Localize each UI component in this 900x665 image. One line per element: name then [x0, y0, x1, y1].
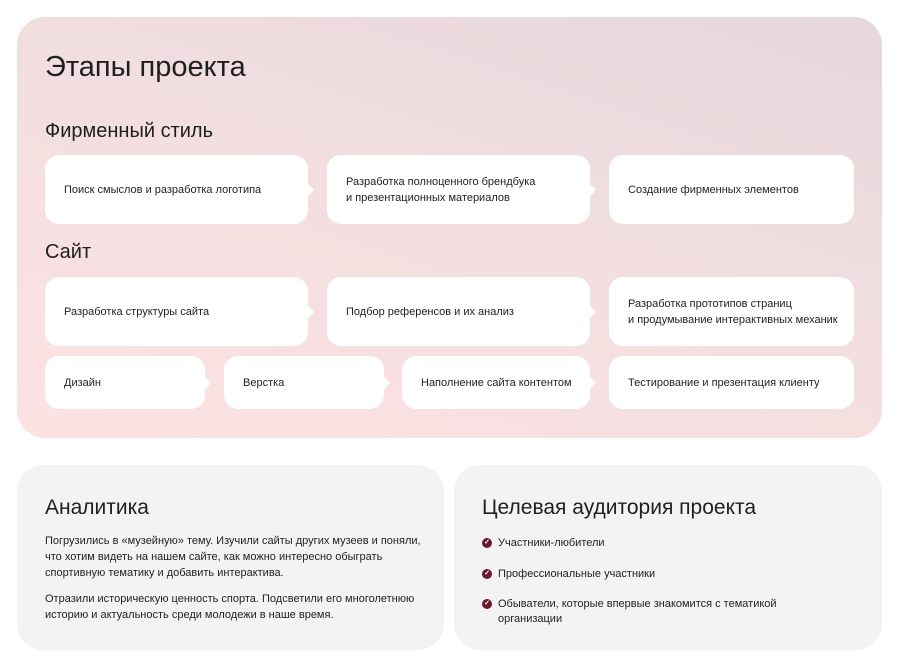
audience-item: [482, 536, 605, 551]
stages-title: Этапы проекта: [45, 51, 246, 83]
audience-item-text: Обыватели, которые впервые знакомится с тематикой организации: [498, 598, 777, 625]
site-stage-text: Подбор референсов и их анализ: [346, 305, 514, 318]
arrow-tail-icon: [589, 183, 596, 197]
brand-stage-text: Поиск смыслов и разработка логотипа: [64, 183, 262, 196]
target-audience-panel: [454, 465, 882, 650]
site-stage-text: Тестирование и презентация клиенту: [628, 376, 820, 389]
audience-item: [482, 597, 777, 627]
arrow-tail-icon: [589, 305, 596, 319]
site-stage-card: [609, 277, 854, 346]
site-stage-text: Разработка структуры сайта: [64, 305, 210, 318]
audience-item: [482, 567, 655, 582]
check-circle-icon: ✓: [482, 599, 492, 609]
site-stage-text: Верстка: [243, 376, 285, 389]
analytics-paragraph: Отразили историческую ценность спорта. Подсветили его многолетнюю историю и актуальность среди молодежи в наше время.: [45, 593, 415, 621]
arrow-tail-icon: [307, 305, 314, 319]
check-circle-icon: ✓: [482, 538, 492, 548]
brand-stage-card: [45, 155, 308, 224]
site-stage-card: [45, 356, 205, 409]
arrow-tail-icon: [383, 376, 390, 390]
audience-title: Целевая аудитория проекта: [482, 496, 757, 519]
brand-stage-text: Создание фирменных элементов: [628, 183, 799, 196]
site-stage-text: Наполнение сайта контентом: [421, 376, 572, 389]
site-stage-card: [609, 356, 854, 409]
brand-stage-card: [327, 155, 590, 224]
analytics-paragraph: Погрузились в «музейную» тему. Изучили сайты других музеев и поняли, что хотим видеть на нашем сайте, как можно интересно обыграть спортивную тематику и добавить интерактива.: [45, 535, 421, 579]
arrow-tail-icon: [204, 376, 211, 390]
arrow-tail-icon: [307, 183, 314, 197]
check-circle-icon: ✓: [482, 569, 492, 579]
audience-item-text: Профессиональные участники: [498, 568, 656, 580]
site-stage-card: [402, 356, 590, 409]
arrow-tail-icon: [589, 376, 596, 390]
brand-stage-card: [609, 155, 854, 224]
site-stage-card: [327, 277, 590, 346]
site-stage-card: [224, 356, 384, 409]
analytics-title: Аналитика: [45, 496, 149, 519]
brand-section-title: Фирменный стиль: [45, 120, 213, 142]
site-stage-card: [45, 277, 308, 346]
site-section-title: Сайт: [45, 241, 92, 263]
analytics-panel: [17, 465, 444, 650]
brand-stage-text: Разработка полноценного брендбука и презентационных материалов: [346, 175, 536, 204]
project-stages-panel: [17, 17, 882, 438]
site-stage-text: Разработка прототипов страниц и продумывание интерактивных механик: [628, 297, 838, 326]
audience-item-text: Участники-любители: [498, 537, 605, 549]
site-stage-text: Дизайн: [64, 376, 101, 389]
